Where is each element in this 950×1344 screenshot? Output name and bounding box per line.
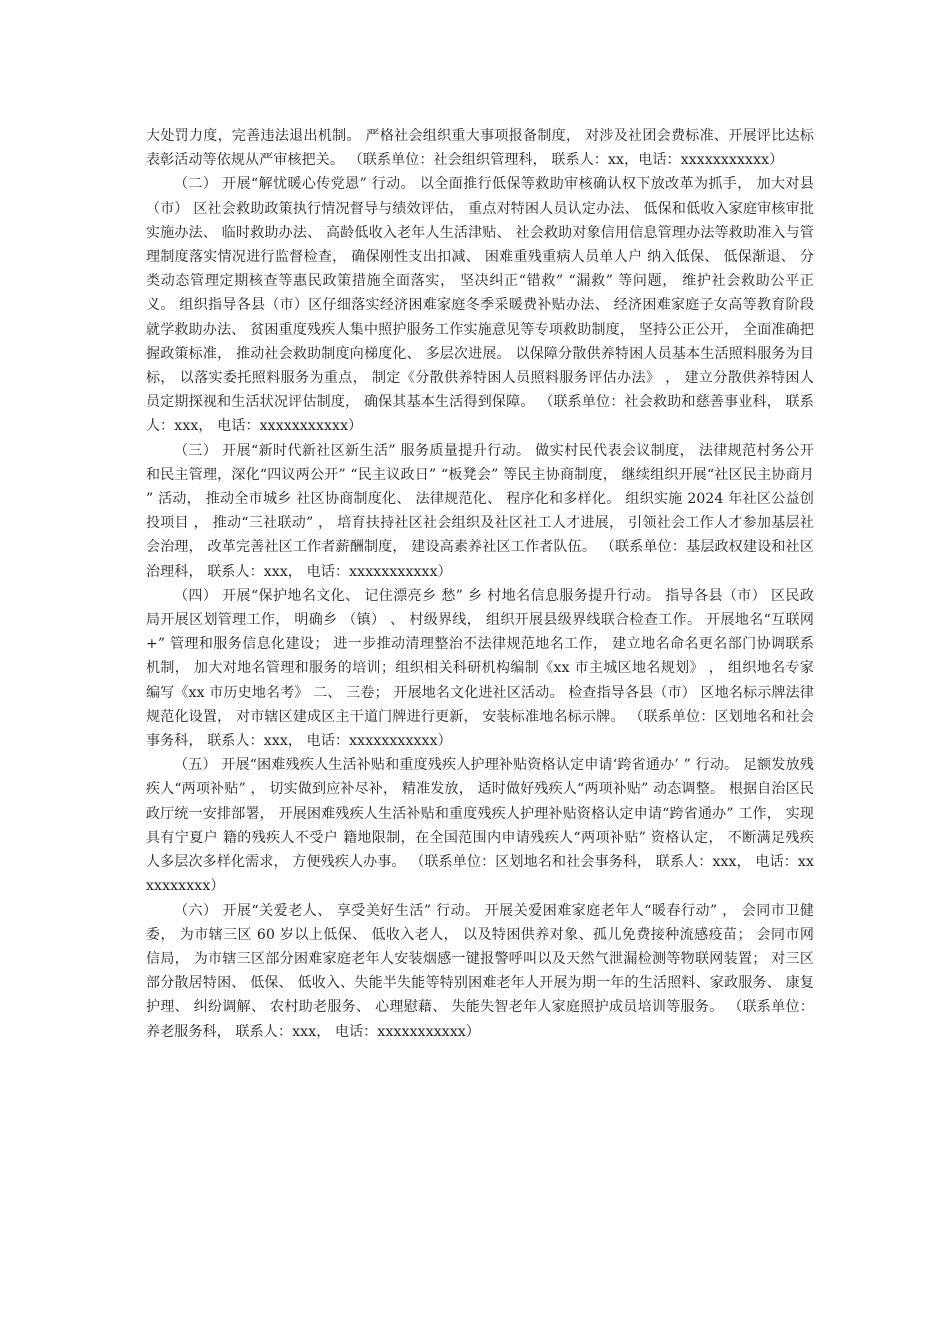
paragraph-section-5-disability-subsidy: （五） 开展“困难残疾人生活补贴和重度残疾人护理补贴资格认定申请‘跨省通办’ ” 行动。 足额发放残疾人“两项补贴” ， 切实做到应补尽补， 精准发放， 适时做好残疾人“两项补贴” 动态调整。 根据自治区民政厅统一安排部署， 开展困难残疾人生活补贴和重度残疾人护理补贴资格认定申请“跨省通办” 工作， 实现具有宁夏户 籍的残疾人不受户 籍地限制，在全国范围内申请残疾人“两项补贴” 资格认定， 不断满足残疾人多层次多样化需求， 方便残疾人办事。 （联系单位：区划地名和社会事务科， 联系人：xxx， 电话：xxxxxxxxxx）	[146, 757, 814, 895]
paragraph-social-organization-review: 大处罚力度，完善违法退出机制。 严格社会组织重大事项报备制度， 对涉及社团会费标准、开展评比达标表彰活动等依规从严审核把关。 （联系单位：社会组织管理科， 联系人：xx，电话：xxxxxxxxxxx）	[146, 128, 814, 169]
document-page	[146, 124, 814, 1044]
paragraph-section-3-community-service: （三） 开展“新时代新社区新生活” 服务质量提升行动。 做实村民代表会议制度， 法律规范村务公开和民主管理，深化“四议两公开” “民主议政日” “板凳会” 等民主协商制度， 继续组织开展“社区民主协商月 ” 活动， 推动全市城乡 社区协商制度化、 法律规范化、 程序化和多样化。 组织实施 2024 年社区公益创投项目 ， 推动“三社联动” ， 培育扶持社区社会组织及社区社工人才进展， 引领社会工作人才参加基层社会治理， 改革完善社区工作者薪酬制度， 建设高素养社区工作者队伍。 （联系单位：基层政权建设和社区治理科， 联系人：xxx， 电话：xxxxxxxxxxx）	[146, 442, 814, 580]
paragraph-section-4-place-names: （四） 开展“保护地名文化、 记住漂亮乡 愁” 乡 村地名信息服务提升行动。 指导各县（市） 区民政局开展区划管理工作， 明确乡 （镇） 、 村级界线， 组织开展县级界线联合检查工作。 开展地名“互联网+” 管理和服务信息化建设； 进一步推动清理整治不法律规范地名工作， 建立地名命名更名部门协调联系机制， 加大对地名管理和服务的培训；组织相关科研机构编制《xx 市主城区地名规划》 ， 组织地名专家编写《xx 市历史地名考》 二、 三卷； 开展地名文化进社区活动。 检查指导各县（市） 区地名标示牌法律规范化设置， 对市辖区建成区主干道门牌进行更新， 安装标准地名标示牌。 （联系单位：区划地名和社会事务科， 联系人：xxx， 电话：xxxxxxxxxxx）	[146, 587, 814, 750]
paragraph-section-6-elderly-care: （六） 开展“关爱老人、 享受美好生活” 行动。 开展关爱困难家庭老年人“暖春行动” ， 会同市卫健委， 为市辖三区 60 岁以上低保、 低收入老人， 以及特困供养对象、孤儿免费接种流感疫苗； 会同市网信局， 为市辖三区部分困难家庭老年人安装烟感一键报警呼叫以及天然气泄漏检测等物联网装置； 对三区部分散居特困、 低保、 低收入、失能半失能等特别困难老年人开展为期一年的生活照料、家政服务、 康复护理、 纠纷调解、 农村助老服务、 心理慰藉、 失能失智老年人家庭照护成员培训等服务。 （联系单位：养老服务科， 联系人：xxx， 电话：xxxxxxxxxxx）	[146, 902, 814, 1040]
paragraph-section-2-social-assistance: （二） 开展“解忧暖心传党恩” 行动。 以全面推行低保等救助审核确认权下放改革为抓手， 加大对县（市） 区社会救助政策执行情况督导与绩效评估， 重点对特困人员认定办法、 低保和低收入家庭审核审批实施办法、 临时救助办法、 高龄低收入老年人生活津贴、 社会救助对象信用信息管理办法等救助准入与管理制度落实情况进行监督检查， 确保刚性支出扣减、 困难重残重病人员单人户 纳入低保、 低保渐退、 分类动态管理定期核查等惠民政策措施全面落实， 坚决纠正“错救” “漏救” 等问题， 维护社会救助公平正义。 组织指导各县（市）区仔细落实经济困难家庭冬季采暖费补贴办法、 经济困难家庭子女高等教育阶段就学救助办法、 贫困重度残疾人集中照护服务工作实施意见等专项救助制度， 坚持公正公开， 全面准确把握政策标准， 推动社会救助制度向梯度化、 多层次进展。 以保障分散供养特困人员基本生活照料服务为目 标， 以落实委托照料服务为重点， 制定《分散供养特困人员照料服务评估办法》 ， 建立分散供养特困人员定期探视和生活状况评估制度， 确保其基本生活得到保障。 （联系单位：社会救助和慈善事业科， 联系人：xxx， 电话：xxxxxxxxxxx）	[146, 176, 814, 435]
